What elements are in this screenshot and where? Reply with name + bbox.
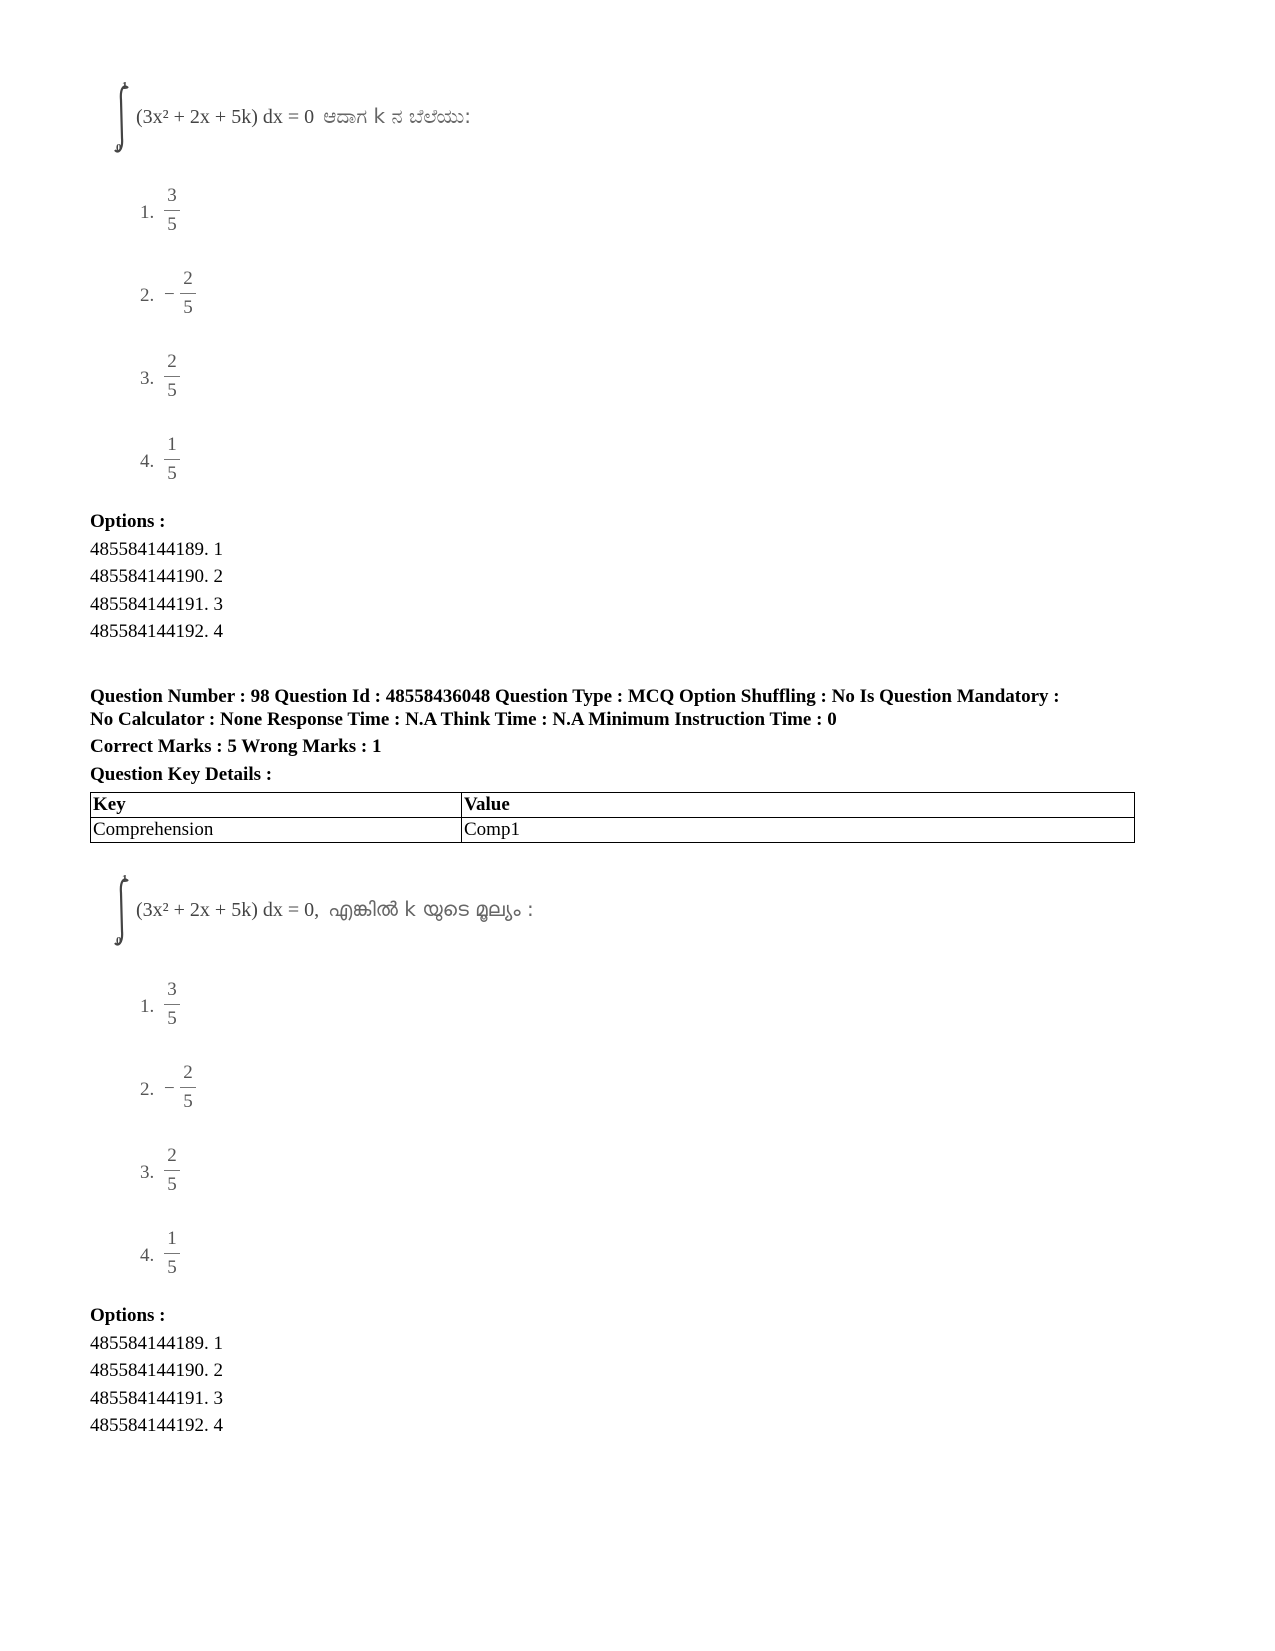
numerator: 3 — [167, 185, 177, 206]
fraction — [164, 184, 180, 237]
table-cell-key: Comprehension — [91, 818, 462, 843]
integral-lower-limit: 0 — [116, 142, 122, 154]
question-tail-text: ಆದಾಗ k ನ ಬೆಲೆಯು: — [323, 104, 472, 128]
table-header-key: Key — [91, 793, 462, 818]
choice-number: 3. — [140, 1162, 155, 1183]
fraction — [180, 267, 196, 320]
choice-number: 4. — [140, 1245, 155, 1266]
question-meta-line-1: Question Number : 98 Question Id : 48558436048 Question Type : MCQ Option Shuffling : No Is Question Mandatory : — [90, 686, 1060, 707]
integral-expression — [136, 104, 471, 129]
option-item: 485584144189. 1 — [90, 539, 223, 560]
option-item: 485584144191. 3 — [90, 1388, 223, 1409]
numerator: 3 — [167, 979, 177, 1000]
fraction-bar — [164, 1170, 180, 1171]
denominator: 5 — [167, 214, 177, 235]
fraction-bar — [180, 1087, 196, 1088]
expression-text: (3x² + 2x + 5k) dx = 0 — [136, 106, 315, 128]
choice-4 — [140, 1227, 260, 1287]
numerator: 2 — [183, 268, 193, 289]
minus-sign: − — [164, 284, 175, 305]
integral-upper-limit: 1 — [122, 80, 128, 92]
denominator: 5 — [167, 1174, 177, 1195]
option-item: 485584144190. 2 — [90, 1360, 223, 1381]
choice-number: 2. — [140, 1079, 155, 1100]
fraction — [164, 1227, 180, 1280]
choice-number: 3. — [140, 368, 155, 389]
integral-expression — [136, 897, 534, 922]
option-item: 485584144192. 4 — [90, 621, 223, 642]
denominator: 5 — [167, 1008, 177, 1029]
table-cell-value: Comp1 — [462, 818, 1135, 843]
choice-number: 2. — [140, 285, 155, 306]
fraction-bar — [164, 1253, 180, 1254]
numerator: 2 — [183, 1062, 193, 1083]
key-details-table — [90, 792, 1135, 843]
options-label: Options : — [90, 511, 166, 532]
question-image-1 — [108, 80, 668, 160]
option-item: 485584144190. 2 — [90, 566, 223, 587]
numerator: 2 — [167, 1145, 177, 1166]
question-stem — [108, 80, 668, 160]
choice-3 — [140, 1144, 260, 1204]
expression-text: (3x² + 2x + 5k) dx = 0, — [136, 899, 320, 921]
option-item: 485584144189. 1 — [90, 1333, 223, 1354]
denominator: 5 — [167, 1257, 177, 1278]
choice-2 — [140, 267, 260, 327]
denominator: 5 — [183, 1091, 193, 1112]
minus-sign: − — [164, 1078, 175, 1099]
fraction-bar — [164, 376, 180, 377]
table-header-value: Value — [462, 793, 1135, 818]
fraction-bar — [164, 210, 180, 211]
choice-number: 4. — [140, 451, 155, 472]
fraction — [164, 978, 180, 1031]
fraction-bar — [180, 293, 196, 294]
fraction — [180, 1061, 196, 1114]
denominator: 5 — [167, 380, 177, 401]
choice-1 — [140, 184, 260, 244]
fraction-bar — [164, 459, 180, 460]
option-item: 485584144191. 3 — [90, 594, 223, 615]
question-stem — [108, 873, 708, 953]
choice-4 — [140, 433, 260, 493]
question-image-2 — [108, 873, 708, 953]
option-item: 485584144192. 4 — [90, 1415, 223, 1436]
choice-1 — [140, 978, 260, 1038]
table-row — [91, 818, 1135, 843]
key-details-label: Question Key Details : — [90, 764, 273, 785]
numerator: 1 — [167, 434, 177, 455]
integral-sign-icon — [112, 873, 132, 953]
table-header-row — [91, 793, 1135, 818]
options-label: Options : — [90, 1305, 166, 1326]
denominator: 5 — [183, 297, 193, 318]
choice-number: 1. — [140, 996, 155, 1017]
question-marks: Correct Marks : 5 Wrong Marks : 1 — [90, 736, 382, 757]
integral-lower-limit: 0 — [116, 935, 122, 947]
integral-upper-limit: 1 — [122, 873, 128, 885]
fraction — [164, 433, 180, 486]
numerator: 2 — [167, 351, 177, 372]
fraction-bar — [164, 1004, 180, 1005]
denominator: 5 — [167, 463, 177, 484]
numerator: 1 — [167, 1228, 177, 1249]
question-meta-line-2: No Calculator : None Response Time : N.A Think Time : N.A Minimum Instruction Time : 0 — [90, 709, 837, 730]
choice-number: 1. — [140, 202, 155, 223]
fraction — [164, 350, 180, 403]
question-tail-text: എങ്കിൽ k യുടെ മൂല്യം : — [328, 897, 534, 921]
choice-2 — [140, 1061, 260, 1121]
choice-3 — [140, 350, 260, 410]
integral-sign-icon — [112, 80, 132, 160]
fraction — [164, 1144, 180, 1197]
